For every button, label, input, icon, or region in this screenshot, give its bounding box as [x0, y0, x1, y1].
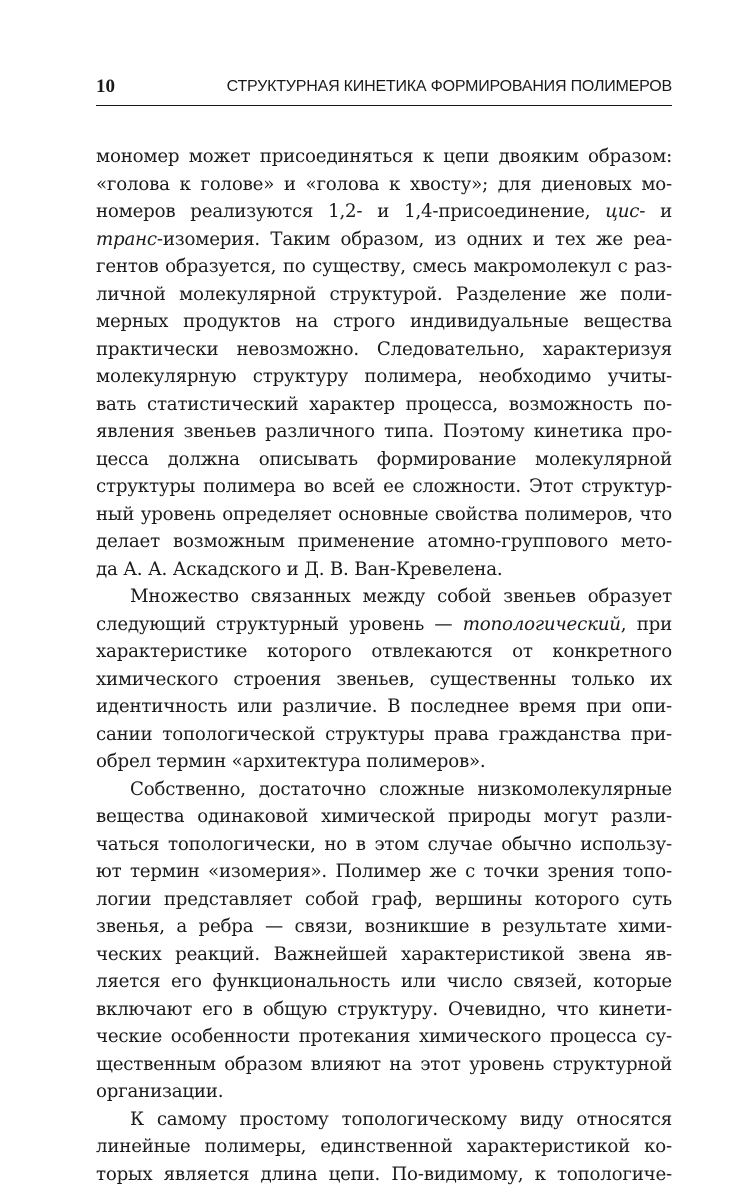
text-line [96, 996, 672, 1024]
line-text: «голова к голове» и «голова к хвосту»; для диеновых мо- [96, 174, 672, 195]
line-text: К самому простому топологическому виду относятся [130, 1109, 672, 1130]
text-line [96, 858, 672, 886]
text-line [96, 831, 672, 859]
text-line [96, 886, 672, 914]
line-text: мономер может присоединяться к цепи двояким образом: [96, 146, 672, 167]
line-text: звенья, а ребра — связи, возникшие в результате хими- [96, 916, 672, 937]
line-text: щественным образом влияют на этот уровень структурной [96, 1054, 672, 1075]
line-text: организации. [96, 1081, 223, 1102]
text-line [96, 913, 672, 941]
text-line [96, 171, 672, 199]
text-line [96, 226, 672, 254]
text-line [96, 446, 672, 474]
text-line [96, 363, 672, 391]
line-text: сании топологической структуры права гражданства при- [96, 724, 672, 745]
line-text: да А. А. Аскадского и Д. В. Ван-Кревелена. [96, 559, 502, 580]
line-text: ческих реакций. Важнейшей характеристикой звена яв- [96, 944, 672, 965]
text-line [96, 391, 672, 419]
text-line [96, 666, 672, 694]
line-text: практически невозможно. Следовательно, характеризуя [96, 339, 672, 360]
running-title: СТРУКТУРНАЯ КИНЕТИКА ФОРМИРОВАНИЯ ПОЛИМЕРОВ [227, 74, 672, 100]
line-text: ный уровень определяет основные свойства полимеров, что [96, 504, 672, 525]
header-rule [96, 105, 672, 106]
line-text: ют термин «изомерия». Полимер же с точки зрения топо- [96, 861, 672, 882]
text-line [96, 583, 672, 611]
text-line [96, 638, 672, 666]
text-line [96, 198, 672, 226]
line-text: личной молекулярной структурой. Разделение же поли- [96, 284, 672, 305]
text-line [96, 1106, 672, 1134]
text-line [96, 803, 672, 831]
text-line [96, 253, 672, 281]
text-line [96, 473, 672, 501]
line-text: обрел термин «архитектура полимеров». [96, 751, 486, 772]
line-text: следующий структурный уровень — [96, 614, 463, 635]
text-line [96, 941, 672, 969]
line-text: -изомерия. Таким образом, из одних и тех же реа- [157, 229, 672, 250]
running-head [96, 74, 672, 100]
text-line [96, 1133, 672, 1161]
line-text: структуры полимера во всей ее сложности. Этот структур- [96, 476, 672, 497]
line-text: вать статистический характер процесса, возможность по- [96, 394, 672, 415]
text-line [96, 776, 672, 804]
line-text: Собственно, достаточно сложные низкомолекулярные [130, 779, 672, 800]
line-text: молекулярную структуру полимера, необходимо учиты- [96, 366, 672, 387]
text-line [96, 308, 672, 336]
text-line [96, 1051, 672, 1079]
page-number: 10 [96, 74, 115, 100]
text-line [96, 693, 672, 721]
line-text: линейные полимеры, единственной характеристикой ко- [96, 1136, 672, 1157]
text-line [96, 281, 672, 309]
line-text: характеристике которого отвлекаются от конкретного [96, 641, 672, 662]
line-text: идентичность или различие. В последнее время при опи- [96, 696, 672, 717]
line-text-cont: , при [621, 614, 672, 635]
text-line [96, 611, 672, 639]
italic-term: транс [96, 229, 157, 250]
text-line [96, 336, 672, 364]
text-line [96, 501, 672, 529]
line-text: делает возможным применение атомно-группового мето- [96, 531, 672, 552]
line-text: Множество связанных между собой звеньев образует [130, 586, 672, 607]
text-line [96, 556, 672, 584]
line-text: гентов образуется, по существу, смесь макромолекул с раз- [96, 256, 672, 277]
italic-term: топологический [463, 614, 621, 635]
text-line [96, 1161, 672, 1188]
italic-term: цис [605, 201, 639, 222]
text-line [96, 968, 672, 996]
text-line [96, 528, 672, 556]
line-text: включают его в общую структуру. Очевидно, что кинети- [96, 999, 672, 1020]
line-text: вещества одинаковой химической природы могут разли- [96, 806, 672, 827]
line-text: мерных продуктов на строго индивидуальные вещества [96, 311, 672, 332]
line-text: логии представляет собой граф, вершины которого суть [96, 889, 672, 910]
line-text: ляется его функциональность или число связей, которые [96, 971, 672, 992]
line-text: химического строения звеньев, существенны только их [96, 669, 672, 690]
body-text [96, 143, 672, 1188]
text-line [96, 1078, 672, 1106]
line-text: явления звеньев различного типа. Поэтому кинетика про- [96, 421, 672, 442]
line-text-cont: - и [639, 201, 672, 222]
text-line [96, 721, 672, 749]
line-text: торых является длина цепи. По-видимому, к топологиче- [96, 1164, 672, 1185]
text-line [96, 143, 672, 171]
line-text: номеров реализуются 1,2- и 1,4-присоединение, [96, 201, 605, 222]
line-text: ческие особенности протекания химического процесса су- [96, 1026, 672, 1047]
text-line [96, 418, 672, 446]
text-line [96, 748, 672, 776]
text-line [96, 1023, 672, 1051]
line-text: цесса должна описывать формирование молекулярной [96, 449, 672, 470]
line-text: чаться топологически, но в этом случае обычно использу- [96, 834, 672, 855]
